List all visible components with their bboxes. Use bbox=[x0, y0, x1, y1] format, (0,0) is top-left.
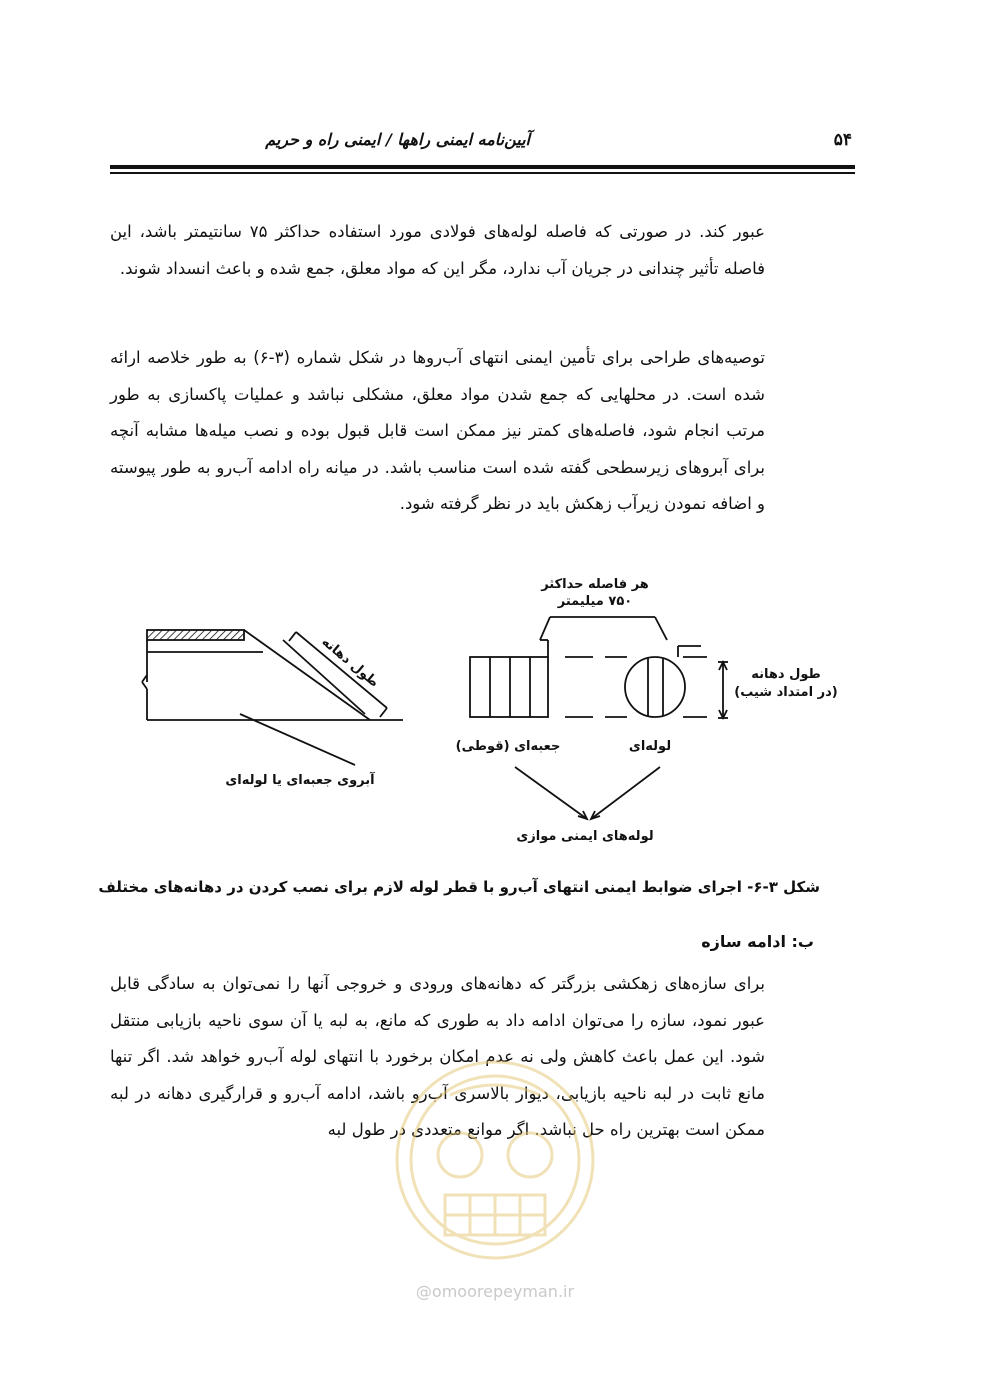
parallel-pipes-arrows bbox=[515, 767, 660, 819]
paragraph-structure-extension: برای سازه‌های زهکشی بزرگتر که دهانه‌های ورودی و خروجی آنها را نمی‌توان به سادگی قابل عبور نمود، سازه را می‌توان ادامه داد به طوری که مانع، به لبه یا آن سوی ناحیه بازیابی منتقل شود. این عمل باعث کاهش ولی نه عدم امکان برخورد با انتهای لوله آب‌رو خواهد شد. اگر تنها مانع ثابت در لبه ناحیه بازیابی، دیوار بالاسری آب‌رو باشد، ادامه آب‌رو و قرارگیری دهانه در لبه ممکن است بهترین راه حل نباشد. اگر موانع متعددی در طول لبه bbox=[110, 974, 765, 1139]
watermark-url: @omoorepeyman.ir bbox=[415, 1282, 575, 1301]
paragraph-continuation: عبور کند. در صورتی که فاصله لوله‌های فولادی مورد استفاده حداکثر ۷۵ سانتیمتر باشد، این فاصله تأثیر چندانی در جریان آب ندارد، مگر این که مواد معلق، جمع شده و باعث انسداد شوند. bbox=[110, 222, 765, 278]
box-culvert-drawing bbox=[470, 640, 593, 717]
label-mouth-length-diagonal: طول دهانه bbox=[318, 634, 382, 691]
section-heading: ب: ادامه سازه bbox=[701, 932, 814, 951]
header-rule-thick bbox=[110, 165, 855, 169]
header-rule-thin bbox=[110, 172, 855, 174]
label-mouth-length-right: طول دهانه bbox=[751, 667, 821, 682]
figure-caption: شکل ۳-۶- اجرای ضوابط ایمنی انتهای آب‌رو با قطر لوله لازم برای نصب کردن در دهانه‌های مختلف bbox=[98, 878, 820, 896]
label-spacing-line2: ۷۵۰ میلیمتر bbox=[557, 594, 633, 609]
label-parallel-safety-pipes: لوله‌های ایمنی موازی bbox=[516, 829, 654, 844]
mouth-length-dimension bbox=[718, 662, 728, 718]
label-spacing-line1: هر فاصله حداکثر bbox=[541, 577, 649, 592]
publisher-seal-icon bbox=[390, 1055, 600, 1265]
running-header-title: آیین‌نامه ایمنی راهها / ایمنی راه و حریم bbox=[265, 130, 530, 149]
spacing-bracket bbox=[540, 617, 667, 640]
pipe-culvert-drawing bbox=[605, 646, 707, 717]
label-pipe-culvert: لوله‌ای bbox=[628, 739, 672, 754]
page-number: ۵۴ bbox=[833, 130, 852, 150]
paragraph-design-recommendations: توصیه‌های طراحی برای تأمین ایمنی انتهای آب‌روها در شکل شماره (۳-۶) به طور خلاصه ارائه شده است. در محلهایی که جمع شدن مواد معلق، مشکلی نباشد و عملیات پاکسازی به طور مرتب انجام شود، فاصله‌های کمتر نیز ممکن است قابل قبول بوده و نصب میله‌ها مشابه آنچه برای آبروهای زیرسطحی گفته شده است مناسب باشد. در میانه راه ادامه آب‌رو به طور پیوسته و اضافه نمودن زیرآب زهکش باید در نظر گرفته شود. bbox=[110, 348, 765, 513]
label-box-culvert: جعبه‌ای (قوطی) bbox=[455, 739, 561, 754]
figure-drawing bbox=[135, 572, 845, 862]
figure-culvert-safety bbox=[135, 572, 845, 862]
label-mouth-length-slope: (در امتداد شیب) bbox=[734, 685, 838, 700]
label-box-or-pipe-culvert: آبروی جعبه‌ای یا لوله‌ای bbox=[225, 773, 375, 788]
culvert-section-drawing bbox=[142, 630, 403, 765]
